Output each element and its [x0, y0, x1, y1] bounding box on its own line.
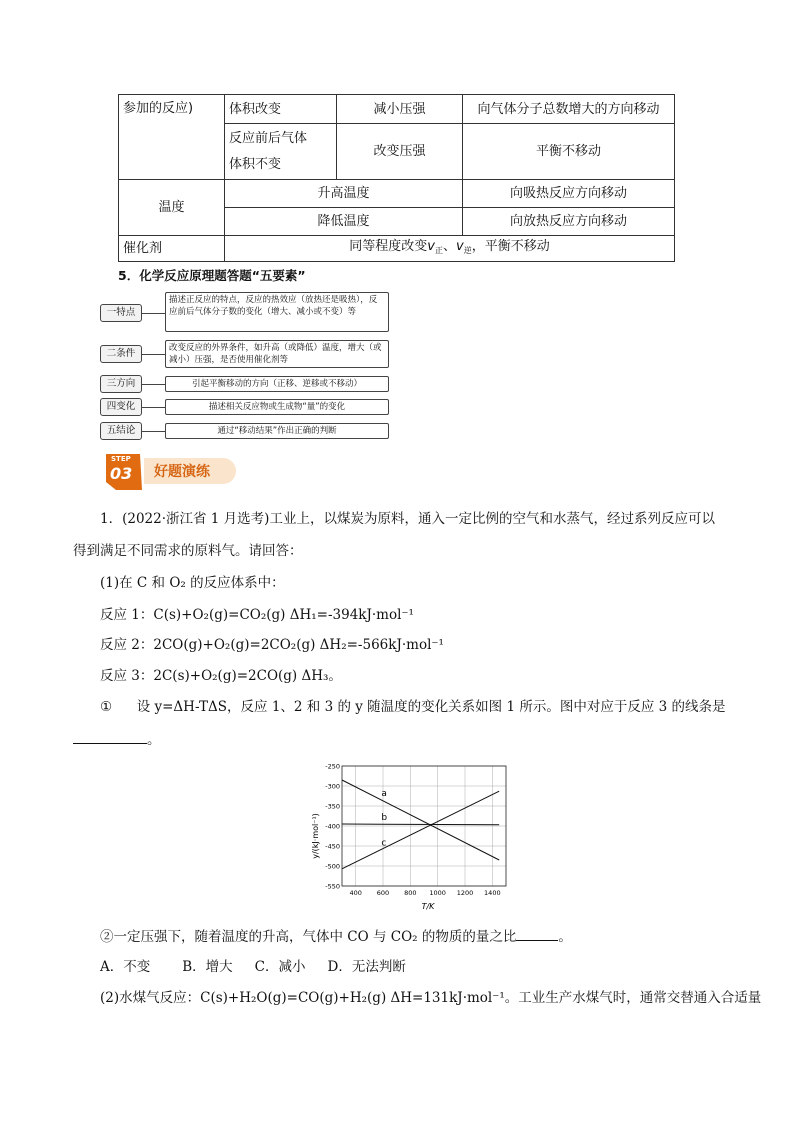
connector-line	[141, 313, 165, 314]
series-label-a: a	[381, 789, 387, 800]
five-elements-diagram	[100, 292, 395, 442]
option-b[interactable]: B．增大	[182, 959, 233, 975]
catalyst-text-pre: 同等程度改变	[349, 239, 428, 254]
step-number: 03	[110, 464, 133, 483]
y-tick-label: -500	[325, 862, 340, 871]
subquestion-number: ①	[100, 699, 113, 715]
option-a[interactable]: A．不变	[100, 959, 151, 975]
x-tick-label: 600	[376, 889, 390, 897]
catalyst-text-post: ，平衡不移动	[471, 239, 550, 254]
x-tick-label: 1000	[429, 889, 446, 897]
sentence-end: 。	[147, 732, 161, 748]
table-cell-condition	[225, 124, 337, 180]
reaction-1: 反应 1：C(s)+O₂(g)=CO₂(g) ΔH₁=-394kJ·mol⁻¹	[100, 607, 414, 623]
table-cell-condition-line: 反应前后气体	[229, 130, 308, 146]
step-word: STEP	[111, 455, 131, 463]
y-tick-label: -250	[325, 762, 340, 771]
table-cell-effect: 平衡不移动	[463, 124, 675, 180]
table-cell-category: 催化剂	[119, 236, 225, 262]
flow-label: 四变化	[100, 398, 142, 416]
flow-label: 二条件	[100, 345, 142, 363]
table-cell-condition-line: 体积不变	[229, 156, 282, 172]
question-intro-line: 得到满足不同需求的原料气。请回答：	[73, 543, 303, 559]
table-cell-change: 升高温度	[225, 180, 463, 208]
table-cell-category: 温度	[119, 180, 225, 236]
connector-line	[141, 431, 165, 432]
options-row	[100, 957, 406, 977]
y-tick-label: -300	[325, 782, 340, 791]
x-tick-label: 1400	[484, 889, 501, 897]
y-tick-label: -450	[325, 842, 340, 851]
subquestion-text: 设 y=ΔH-TΔS，反应 1、2 和 3 的 y 随温度的变化关系如图 1 所示。图中对应于反应 3 的线条是	[136, 699, 726, 715]
rate-subscript: 逆	[463, 246, 472, 255]
connector-line	[141, 407, 165, 408]
table-cell-effect: 向放热反应方向移动	[463, 208, 675, 236]
y-axis-label: y/(kJ·mol⁻¹)	[311, 813, 320, 859]
connector-line	[141, 354, 165, 355]
reaction-2: 反应 2：2CO(g)+O₂(g)=2CO₂(g) ΔH₂=-566kJ·mol⁻¹	[100, 637, 444, 653]
sentence-end: 。	[558, 929, 572, 945]
answer-blank[interactable]	[73, 729, 147, 744]
table-cell-condition: 体积改变	[225, 95, 337, 124]
table-cell-change: 减小压强	[337, 95, 463, 124]
x-tick-label: 400	[349, 889, 362, 897]
section-title: 5．化学反应原理题答题“五要素”	[118, 268, 306, 283]
table-cell-catalyst-effect	[225, 236, 675, 262]
subquestion-2	[100, 926, 572, 947]
option-d[interactable]: D．无法判断	[327, 959, 406, 975]
x-tick-label: 1200	[456, 889, 474, 897]
rate-symbol: v	[427, 239, 435, 254]
equilibrium-factor-table	[118, 94, 675, 262]
flow-text: 引起平衡移动的方向（正移、逆移或不移动）	[165, 376, 389, 392]
y-tick-label: -350	[325, 802, 340, 811]
question-intro-line: 1．(2022·浙江省 1 月选考)工业上，以煤炭为原料，通入一定比例的空气和水蒸气，经过系列反应可以	[100, 511, 715, 527]
rate-symbol: v	[456, 239, 464, 254]
table-cell-category: 参加的反应)	[119, 95, 225, 180]
flow-text: 改变反应的外界条件，如升高（或降低）温度，增大（或减小）压强，是否使用催化剂等	[165, 340, 389, 368]
part-2-heading: (2)水煤气反应：C(s)+H₂O(g)=CO(g)+H₂(g) ΔH=131kJ·mol⁻¹。工业生产水煤气时，通常交替通入合适量	[100, 990, 762, 1006]
flow-label: 五结论	[100, 422, 142, 440]
subquestion-1	[100, 697, 726, 717]
table-cell-effect: 向吸热反应方向移动	[463, 180, 675, 208]
x-tick-label: 800	[404, 889, 417, 897]
flow-label: 一特点	[100, 304, 142, 322]
rate-subscript: 正	[434, 246, 443, 255]
option-c[interactable]: C．减小	[254, 959, 306, 975]
flow-text: 通过“移动结果”作出正确的判断	[165, 423, 389, 439]
table-cell-change: 改变压强	[337, 124, 463, 180]
step-heading	[104, 452, 237, 492]
separator: 、	[442, 239, 456, 254]
series-label-b: b	[381, 813, 388, 824]
subquestion-text: ②一定压强下，随着温度的升高，气体中 CO 与 CO₂ 的物质的量之比	[100, 929, 517, 945]
reaction-3: 反应 3：2C(s)+O₂(g)=2CO(g) ΔH₃。	[100, 668, 342, 684]
answer-line-1	[73, 729, 161, 750]
flow-text: 描述相关反应物或生成物“量”的变化	[165, 399, 389, 415]
y-vs-temperature-chart	[312, 760, 520, 912]
table-cell-change: 降低温度	[225, 208, 463, 236]
part-1-heading: (1)在 C 和 O₂ 的反应体系中：	[100, 575, 285, 591]
step-title: 好题演练	[154, 464, 210, 480]
series-label-c: c	[381, 838, 387, 849]
flow-label: 三方向	[100, 375, 142, 393]
y-tick-label: -550	[325, 882, 340, 891]
table-cell-effect: 向气体分子总数增大的方向移动	[463, 95, 675, 124]
x-axis-label: T/K	[421, 902, 435, 911]
y-tick-label: -400	[325, 822, 340, 831]
answer-blank[interactable]	[516, 926, 558, 941]
connector-line	[141, 384, 165, 385]
flow-text: 描述正反应的特点，反应的热效应（放热还是吸热），反应前后气体分子数的变化（增大、减小或不变）等	[165, 292, 389, 332]
